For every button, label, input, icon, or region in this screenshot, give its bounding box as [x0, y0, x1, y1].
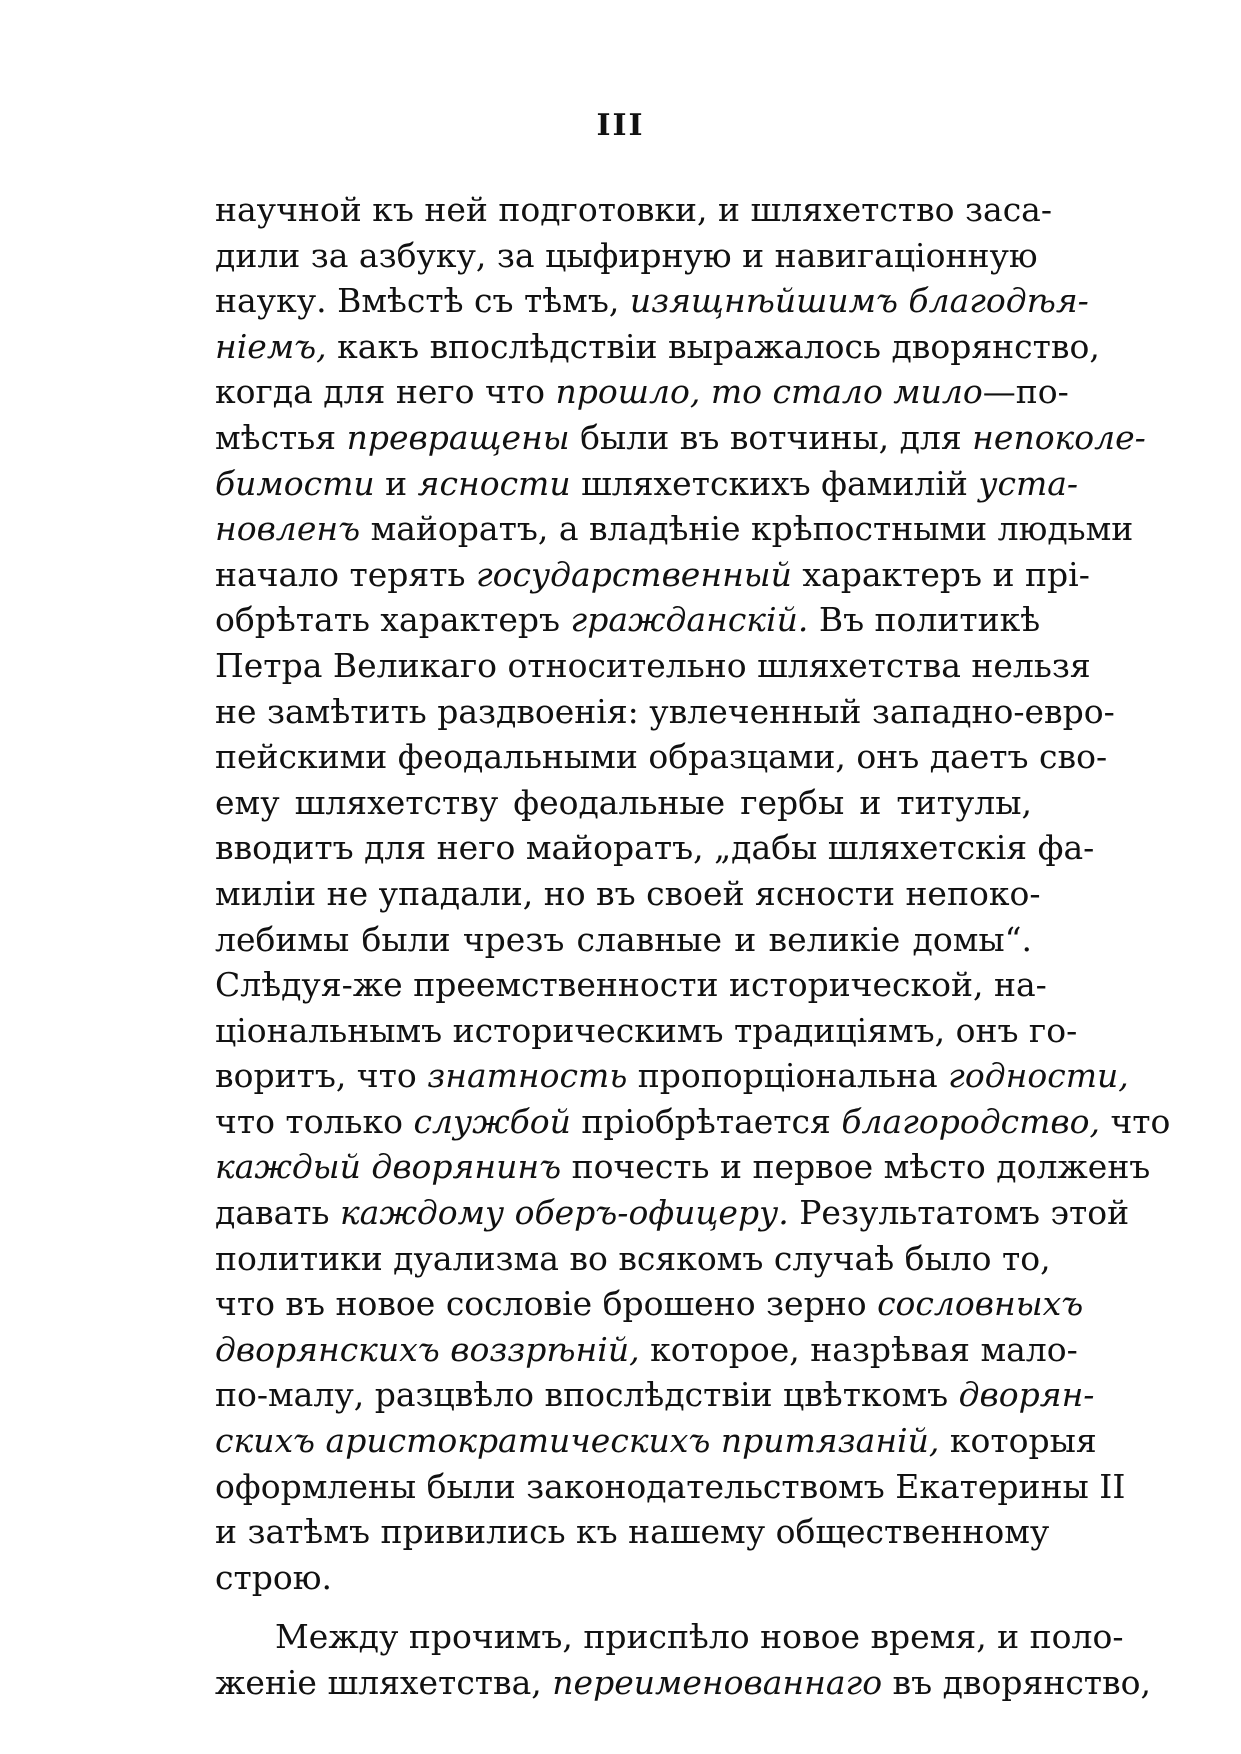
text-line [215, 1614, 1124, 1660]
text-run: что въ новое сословіе брошено зерно [215, 1284, 878, 1324]
text-run: Между прочимъ, приспѣло новое время, и поло- [275, 1617, 1124, 1657]
text-run: какъ впослѣдствіи выражалось дворянство, [326, 326, 1100, 366]
text-run: и [374, 463, 418, 503]
text-line [215, 1099, 1171, 1145]
text-line [215, 506, 1134, 552]
italic-text: уста- [978, 463, 1079, 503]
text-run: Въ политикѣ [808, 600, 1041, 640]
text-run: дили за азбуку, за цыфирную и навигаціонную [215, 235, 1038, 275]
text-run: майоратъ, а владѣніе крѣпостными людьми [360, 509, 1134, 549]
text-line [215, 1144, 1151, 1190]
italic-text: непоколе- [972, 417, 1146, 457]
text-run: лебимы были чрезъ славные и великіе домы“. [215, 919, 1032, 959]
text-line [215, 962, 1047, 1008]
text-line [215, 1660, 1151, 1706]
text-line [215, 369, 1069, 415]
text-line [215, 734, 1108, 780]
text-line [215, 1008, 1078, 1054]
text-run: ему шляхетству феодальные гербы и титулы, [215, 782, 1032, 822]
italic-text: каждому оберъ-офицеру. [339, 1193, 789, 1233]
text-run: миліи не упадали, но въ своей ясности непоко- [215, 873, 1041, 913]
text-run: когда для него что [215, 372, 556, 412]
paragraph-gap [215, 1600, 1032, 1614]
text-line [215, 1372, 1095, 1418]
text-line [215, 597, 1041, 643]
text-run: которыя [939, 1421, 1097, 1461]
paragraph [215, 187, 1171, 1600]
text-run: что только [215, 1101, 414, 1141]
italic-text: каждый дворянинъ [215, 1147, 562, 1187]
text-run: оформлены были законодательствомъ Екатерины II [215, 1466, 1126, 1506]
text-line [215, 278, 1089, 324]
text-line [215, 187, 1053, 233]
text-run: воритъ, что [215, 1056, 428, 1096]
text-line [215, 233, 1038, 279]
text-run: политики дуализма во всякомъ случаѣ было то, [215, 1238, 1051, 1278]
text-line [215, 1464, 1126, 1510]
text-line [215, 415, 1146, 461]
italic-text: изящнѣйшимъ благодѣя- [629, 281, 1089, 321]
text-run: по-малу, разцвѣло впослѣдствіи цвѣткомъ [215, 1375, 959, 1415]
text-line [215, 1281, 1084, 1327]
text-run: были въ вотчины, для [569, 417, 973, 457]
italic-text: прошло, то стало мило [555, 372, 983, 412]
italic-text: новленъ [215, 509, 361, 549]
text-run: шляхетскихъ фамилій [570, 463, 979, 503]
italic-text: бимости [215, 463, 375, 503]
text-run: —по- [982, 372, 1069, 412]
text-run: науку. Вмѣстѣ съ тѣмъ, [215, 281, 630, 321]
text-line [215, 461, 1079, 507]
italic-text: превращены [346, 417, 570, 457]
text-run: строю. [215, 1557, 332, 1597]
text-line [215, 1555, 1032, 1601]
paragraph [215, 1614, 1151, 1705]
text-run: мѣстья [215, 417, 347, 457]
italic-text: переименованнаго [552, 1663, 883, 1702]
page-number: III [596, 108, 645, 143]
italic-text: скихъ аристократическихъ притязаній, [215, 1421, 940, 1461]
text-run: Результатомъ этой [788, 1193, 1130, 1233]
text-line [215, 1509, 1050, 1555]
text-line [215, 643, 1091, 689]
text-run: и затѣмъ привились къ нашему общественному [215, 1512, 1050, 1552]
text-line [215, 917, 1032, 963]
text-run: обрѣтать характеръ [215, 600, 571, 640]
text-run: которое, назрѣвая мало- [639, 1329, 1078, 1369]
text-run: пріобрѣтается [570, 1101, 842, 1141]
text-line [215, 552, 1090, 598]
italic-text: службой [413, 1101, 571, 1141]
text-run: что [1099, 1101, 1171, 1141]
text-run: давать [215, 1193, 340, 1233]
text-run: научной къ ней подготовки, и шляхетство заса- [215, 190, 1053, 229]
italic-text: ясности [417, 463, 571, 503]
text-line [215, 1327, 1078, 1373]
text-run: пропорціональна [627, 1056, 949, 1096]
italic-text: дворян- [958, 1375, 1095, 1415]
text-line [215, 689, 1115, 735]
body-text [215, 187, 1171, 1706]
text-run: женіе шляхетства, [215, 1663, 553, 1702]
italic-text: государственный [475, 554, 792, 594]
text-line [215, 871, 1041, 917]
text-run: почесть и первое мѣсто долженъ [561, 1147, 1151, 1187]
italic-text: сословныхъ [877, 1284, 1084, 1324]
text-run: пейскими феодальными образцами, онъ даетъ сво- [215, 737, 1108, 777]
text-run: начало терять [215, 554, 476, 594]
text-run: характеръ и прі- [791, 554, 1090, 594]
text-line [215, 780, 1032, 826]
text-run: не замѣтить раздвоенія: увлеченный западно-евро- [215, 691, 1115, 731]
text-line [215, 1190, 1130, 1236]
text-line [215, 1053, 1129, 1099]
text-line [215, 825, 1095, 871]
italic-text: гражданскій. [570, 600, 809, 640]
text-run: въ дворянство, [882, 1663, 1151, 1702]
text-line [215, 1418, 1097, 1464]
italic-text: ніемъ, [215, 326, 327, 366]
italic-text: благородство, [841, 1101, 1100, 1141]
text-run: вводитъ для него майоратъ, „дабы шляхетскія фа- [215, 828, 1095, 868]
text-run: Петра Великаго относительно шляхетства нельзя [215, 645, 1091, 685]
text-run: ціональнымъ историческимъ традиціямъ, онъ го- [215, 1010, 1078, 1050]
italic-text: дворянскихъ воззрѣній, [215, 1329, 640, 1369]
text-line [215, 324, 1100, 370]
italic-text: годности, [948, 1056, 1129, 1096]
text-line [215, 1236, 1051, 1282]
italic-text: знатность [427, 1056, 628, 1096]
text-run: Слѣдуя-же преемственности исторической, на- [215, 965, 1047, 1005]
